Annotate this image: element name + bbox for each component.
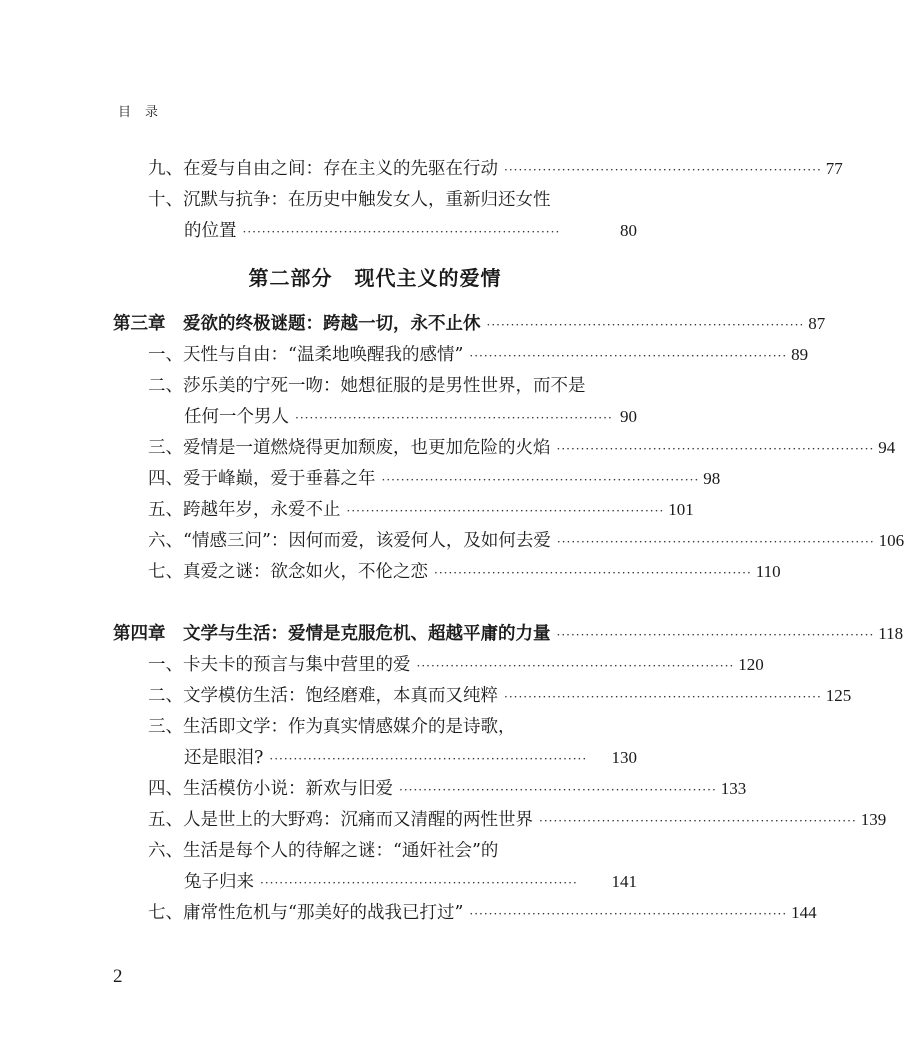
toc-entry-title: 五、跨越年岁，永爱不止 xyxy=(148,500,341,520)
toc-entry-title: 任何一个男人 xyxy=(184,407,289,427)
toc-entry-page: 89 xyxy=(791,345,809,364)
toc-leader: ·································································· xyxy=(486,318,805,332)
toc-chapter-entry[interactable] xyxy=(0,311,826,337)
toc-entry-title: 三、爱情是一道燃烧得更加颓废，也更加危险的火焰 xyxy=(148,438,551,458)
toc-entry-title-line1[interactable]: 三、生活即文学：作为真实情感媒介的是诗歌， xyxy=(148,717,516,737)
toc-entry-title: 的位置 xyxy=(184,221,237,241)
toc-leader: ·································································· xyxy=(242,225,561,239)
toc-entry-title: 二、文学模仿生活：饱经磨难，本真而又纯粹 xyxy=(148,686,498,706)
toc-entry-page: 77 xyxy=(825,159,843,178)
toc-entry-title: 六、“情感三问”：因何而爱，该爱何人，及如何去爱 xyxy=(148,531,551,551)
toc-entry-page: 118 xyxy=(878,624,904,643)
toc-entry-page: 106 xyxy=(878,531,904,550)
toc-entry[interactable] xyxy=(0,652,764,678)
toc-leader: ·································································· xyxy=(346,504,665,518)
toc-entry[interactable] xyxy=(0,559,781,585)
toc-leader: ·································································· xyxy=(269,752,588,766)
toc-entry[interactable] xyxy=(0,497,750,523)
toc-entry[interactable] xyxy=(0,683,852,709)
toc-entry-title: 九、在爱与自由之间：存在主义的先驱在行动 xyxy=(148,159,498,179)
toc-leader: ·································································· xyxy=(556,535,875,549)
toc-chapter-title: 第四章 文学与生活：爱情是克服危机、超越平庸的力量 xyxy=(113,624,551,644)
toc-entry-page: 120 xyxy=(738,655,764,674)
toc-entry-title: 七、庸常性危机与“那美好的战我已打过” xyxy=(148,903,464,923)
part-heading xyxy=(0,262,750,291)
toc-entry-title: 四、生活模仿小说：新欢与旧爱 xyxy=(148,779,393,799)
toc-entry-page: 125 xyxy=(825,686,852,705)
toc-leader: ·································································· xyxy=(399,783,717,797)
toc-leader: ·································································· xyxy=(469,907,788,921)
toc-leader: ·································································· xyxy=(469,349,788,363)
toc-entry[interactable] xyxy=(0,156,843,182)
toc-entry-title: 五、人是世上的大野鸡：沉痛而又清醒的两性世界 xyxy=(148,810,533,830)
toc-entry[interactable] xyxy=(0,869,750,895)
toc-entry[interactable] xyxy=(0,745,750,771)
toc-entry-page: 90 xyxy=(620,407,637,426)
toc-entry[interactable] xyxy=(0,900,817,926)
toc-entry-title-line1[interactable]: 二、莎乐美的宁死一吻：她想征服的是男性世界，而不是 xyxy=(148,376,586,396)
toc-entry-page: 98 xyxy=(703,469,721,488)
toc-entry[interactable] xyxy=(0,342,809,368)
toc-leader: ·································································· xyxy=(434,566,752,580)
toc-entry[interactable] xyxy=(0,466,750,492)
toc-entry-page: 139 xyxy=(860,810,887,829)
toc-entry-title: 兔子归来 xyxy=(184,872,254,892)
running-header: 目录 xyxy=(118,105,173,120)
toc-entry-title: 还是眼泪? xyxy=(184,748,264,768)
toc-entry-title-line1[interactable]: 十、沉默与抗争：在历史中触发女人，重新归还女性 xyxy=(148,190,551,210)
toc-leader: ·································································· xyxy=(416,659,735,673)
toc-entry-page: 110 xyxy=(755,562,781,581)
toc-entry[interactable] xyxy=(0,218,750,244)
toc-chapter-title: 第三章 爱欲的终极谜题：跨越一切，永不止休 xyxy=(113,314,481,334)
toc-leader: ·································································· xyxy=(556,442,875,456)
toc-leader: ·································································· xyxy=(539,814,857,828)
toc-entry-title: 一、天性与自由：“温柔地唤醒我的感情” xyxy=(148,345,464,365)
toc-entry-page: 87 xyxy=(808,314,826,333)
toc-entry[interactable] xyxy=(0,435,896,461)
toc-leader: ·································································· xyxy=(381,473,700,487)
toc-entry-page: 80 xyxy=(620,221,637,240)
toc-chapter-entry[interactable] xyxy=(0,621,904,647)
toc-entry-page: 94 xyxy=(878,438,896,457)
toc-leader: ·································································· xyxy=(260,876,578,890)
toc-entry[interactable] xyxy=(0,404,750,430)
toc-entry-page: 101 xyxy=(668,500,694,519)
part-label: 第二部分 xyxy=(248,266,333,290)
part-title: 现代主义的爱情 xyxy=(354,266,502,290)
page-number: 2 xyxy=(113,966,123,987)
toc-leader: ·································································· xyxy=(504,690,822,704)
toc-entry-title: 一、卡夫卡的预言与集中营里的爱 xyxy=(148,655,411,675)
toc-entry-title: 七、真爱之谜：欲念如火，不伦之恋 xyxy=(148,562,428,582)
toc-entry-page: 130 xyxy=(611,748,637,767)
toc-entry-title: 四、爱于峰巅，爱于垂暮之年 xyxy=(148,469,376,489)
toc-entry[interactable] xyxy=(0,807,887,833)
toc-entry-page: 133 xyxy=(720,779,747,798)
toc-entry-page: 144 xyxy=(791,903,817,922)
toc-entry[interactable] xyxy=(0,776,750,802)
toc-entry-title-line1[interactable]: 六、生活是每个人的待解之谜：“通奸社会”的 xyxy=(148,841,499,861)
toc-leader: ·································································· xyxy=(295,411,613,425)
toc-leader: ·································································· xyxy=(504,163,822,177)
toc-leader: ·································································· xyxy=(556,628,875,642)
toc-entry[interactable] xyxy=(0,528,904,554)
toc-entry-page: 141 xyxy=(611,872,637,891)
